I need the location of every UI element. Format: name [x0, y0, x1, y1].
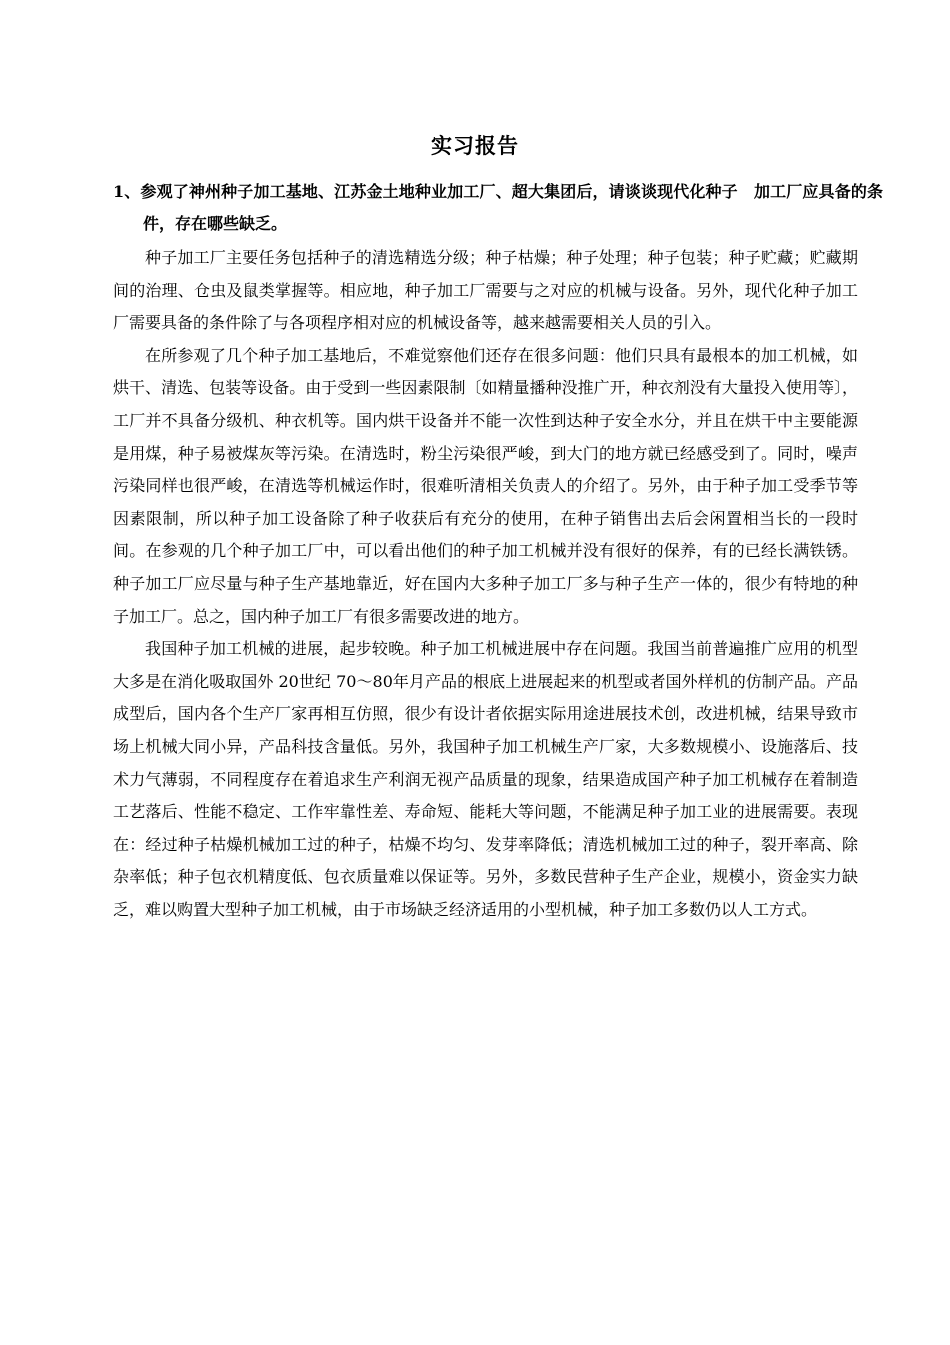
document-title: 实习报告 — [431, 133, 519, 158]
paragraph-machinery-development: 我国种子加工机械的进展，起步较晚。种子加工机械进展中存在问题。我国当前普遍推广应用的机型大多是在消化吸取国外 20世纪 70～80年月产品的根底上进展起来的机型或者国外样机的仿制产品。产品成型后，国内各个生产厂家再相互仿照，很少有设计者依据实际用途进展技术创，改进机械，结果导致市场上机械大同小异，产品科技含量低。另外，我国种子加工机械生产厂家，大多数规模小、设施落后、技术力气薄弱，不同程度存在着追求生产利润无视产品质量的现象，结果造成国产种子加工机械存在着制造工艺落后、性能不稳定、工作牢靠性差、寿命短、能耗大等问题，不能满足种子加工业的进展需要。表现在：经过种子枯燥机械加工过的种子，枯燥不均匀、发芽率降低；清选机械加工过的种子，裂开率高、除杂率低；种子包衣机精度低、包衣质量难以保证等。另外，多数民营种子生产企业，规模小，资金实力缺乏，难以购置大型种子加工机械，由于市场缺乏经济适用的小型机械，种子加工多数仍以人工方式。 — [113, 639, 858, 919]
question-heading: 1、参观了神州种子加工基地、江苏金土地种业加工厂、超大集团后，请谈谈现代化种子 加工厂应具备的条件，存在哪些缺乏。 — [113, 182, 883, 233]
paragraph-observed-problems: 在所参观了几个种子加工基地后，不难觉察他们还存在很多问题：他们只具有最根本的加工机械，如烘干、清选、包装等设备。由于受到一些因素限制〔如精量播种没推广开，种衣剂没有大量投入使用等〕，工厂并不具备分级机、种衣机等。国内烘干设备并不能一次性到达种子安全水分，并且在烘干中主要能源是用煤，种子易被煤灰等污染。在清选时，粉尘污染很严峻，到大门的地方就已经感受到了。同时，噪声污染同样也很严峻，在清选等机械运作时，很难听清相关负责人的介绍了。另外，由于种子加工受季节等因素限制，所以种子加工设备除了种子收获后有充分的使用，在种子销售出去后会闲置相当长的一段时间。在参观的几个种子加工厂中，可以看出他们的种子加工机械并没有很好的保养，有的已经长满铁锈。种子加工厂应尽量与种子生产基地靠近，好在国内大多种子加工厂多与种子生产一体的，很少有特地的种子加工厂。总之，国内种子加工厂有很多需要改进的地方。 — [113, 345, 858, 626]
paragraph-processing-tasks: 种子加工厂主要任务包括种子的清选精选分级；种子枯燥；种子处理；种子包装；种子贮藏；贮藏期间的治理、仓虫及鼠类掌握等。相应地，种子加工厂需要与之对应的机械与设备。另外，现代化种子加工厂需要具备的条件除了与各项程序相对应的机械设备等，越来越需要相关人员的引入。 — [113, 248, 858, 333]
document-body — [113, 242, 858, 926]
